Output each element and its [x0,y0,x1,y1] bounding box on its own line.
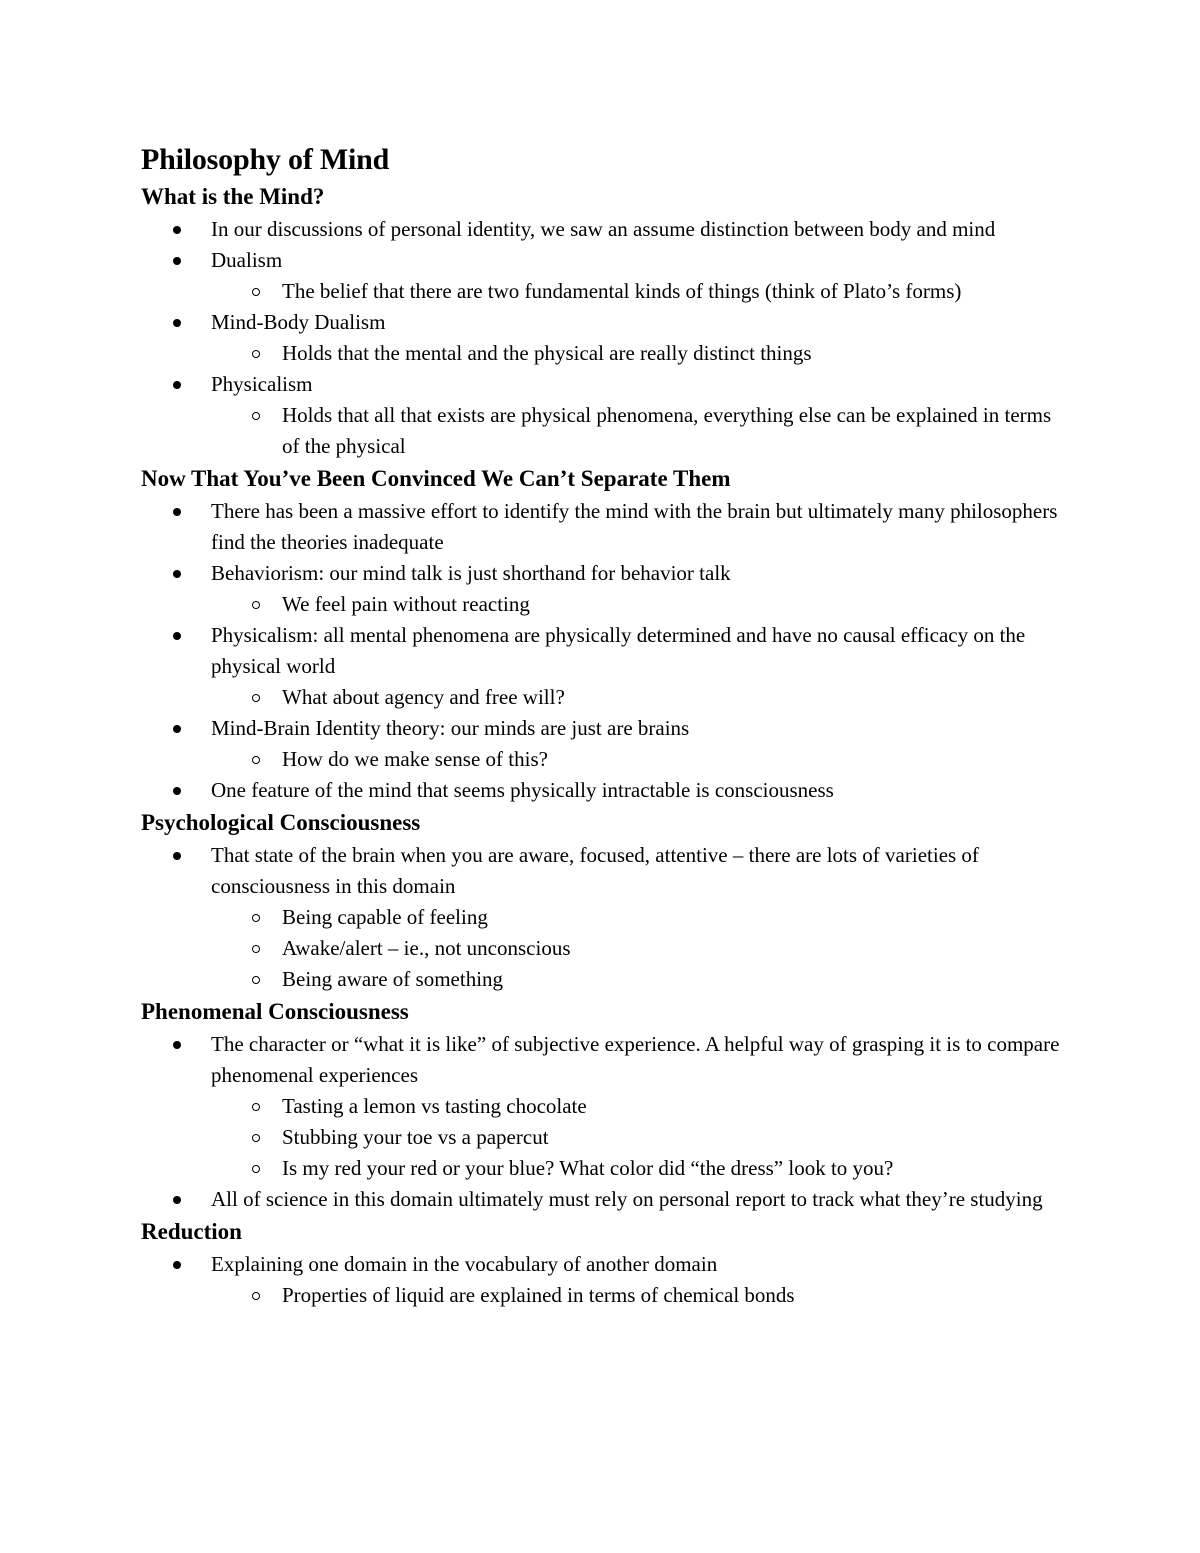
sub-list-item [141,1091,1071,1122]
bullet-dot-icon [173,257,181,265]
list-item-text: That state of the brain when you are aware, focused, attentive – there are lots of varieties of consciousness in this domain [211,843,979,898]
bullet-list [141,214,1071,462]
bullet-dot-icon [173,226,181,234]
sub-list-item-text: Holds that the mental and the physical are really distinct things [282,341,812,365]
list-item [141,1184,1071,1215]
bullet-circle-icon [252,350,260,358]
sub-bullet-list [141,902,1071,995]
bullet-circle-icon [252,288,260,296]
bullet-circle-icon [252,412,260,420]
bullet-dot-icon [173,632,181,640]
bullet-list [141,1249,1071,1311]
bullet-dot-icon [173,852,181,860]
list-item-text: Physicalism: all mental phenomena are physically determined and have no causal efficacy on the physical world [211,623,1026,678]
section-heading: What is the Mind? [141,184,325,209]
bullet-dot-icon [173,508,181,516]
sub-list-item-text: Being aware of something [282,967,504,991]
list-item-text: The character or “what it is like” of subjective experience. A helpful way of grasping it is to compare phenomenal experiences [211,1032,1060,1087]
bullet-dot-icon [173,319,181,327]
list-item-text: There has been a massive effort to identify the mind with the brain but ultimately many philosophers find the theories inadequate [211,499,1058,554]
bullet-dot-icon [173,1196,181,1204]
sub-list-item-text: Tasting a lemon vs tasting chocolate [282,1094,587,1118]
sub-list-item [141,902,1071,933]
list-item [141,1029,1071,1184]
bullet-circle-icon [252,694,260,702]
sub-list-item [141,400,1071,462]
section-heading: Psychological Consciousness [141,810,421,835]
sub-list-item-text: Awake/alert – ie., not unconscious [282,936,571,960]
bullet-list [141,1029,1071,1215]
bullet-circle-icon [252,1165,260,1173]
list-item-text: One feature of the mind that seems physically intractable is consciousness [211,778,834,802]
sub-bullet-list [141,338,1071,369]
sub-list-item-text: Properties of liquid are explained in terms of chemical bonds [282,1283,795,1307]
sub-list-item [141,1122,1071,1153]
sub-bullet-list [141,1091,1071,1184]
list-item [141,840,1071,995]
list-item [141,558,1071,620]
bullet-circle-icon [252,1103,260,1111]
sub-list-item [141,1280,1071,1311]
bullet-dot-icon [173,787,181,795]
sub-list-item-text: We feel pain without reacting [282,592,530,616]
list-item [141,1249,1071,1311]
bullet-dot-icon [173,725,181,733]
sub-list-item-text: The belief that there are two fundamental kinds of things (think of Plato’s forms) [282,279,962,303]
sub-bullet-list [141,1280,1071,1311]
section-heading: Reduction [141,1219,242,1244]
list-item [141,245,1071,307]
sub-list-item [141,933,1071,964]
bullet-circle-icon [252,756,260,764]
list-item-text: Dualism [211,248,283,272]
sub-list-item [141,338,1071,369]
sub-list-item-text: Is my red your red or your blue? What color did “the dress” look to you? [282,1156,894,1180]
sub-list-item-text: What about agency and free will? [282,685,565,709]
list-item [141,713,1071,775]
bullet-dot-icon [173,570,181,578]
bullet-circle-icon [252,976,260,984]
sub-list-item [141,276,1071,307]
sub-bullet-list [141,744,1071,775]
sub-list-item [141,964,1071,995]
document-page [141,138,1071,1311]
section-heading: Phenomenal Consciousness [141,999,409,1024]
sub-list-item [141,682,1071,713]
list-item [141,369,1071,462]
bullet-dot-icon [173,381,181,389]
bullet-dot-icon [173,1041,181,1049]
list-item-text: In our discussions of personal identity, we saw an assume distinction between body and mind [211,217,996,241]
list-item-text: Mind-Body Dualism [211,310,386,334]
list-item [141,775,1071,806]
sub-list-item-text: Holds that all that exists are physical phenomena, everything else can be explained in terms of the physical [282,403,1052,458]
sub-bullet-list [141,276,1071,307]
list-item [141,214,1071,245]
bullet-list [141,496,1071,806]
bullet-circle-icon [252,914,260,922]
list-item [141,307,1071,369]
sub-bullet-list [141,400,1071,462]
list-item-text: Explaining one domain in the vocabulary of another domain [211,1252,718,1276]
list-item [141,620,1071,713]
list-item-text: Mind-Brain Identity theory: our minds are just are brains [211,716,690,740]
sub-list-item [141,1153,1071,1184]
sub-list-item-text: Stubbing your toe vs a papercut [282,1125,549,1149]
list-item-text: Behaviorism: our mind talk is just shorthand for behavior talk [211,561,731,585]
bullet-circle-icon [252,1292,260,1300]
sub-list-item-text: How do we make sense of this? [282,747,548,771]
bullet-circle-icon [252,945,260,953]
bullet-circle-icon [252,1134,260,1142]
sub-bullet-list [141,682,1071,713]
sub-bullet-list [141,589,1071,620]
sub-list-item [141,744,1071,775]
section-heading: Now That You’ve Been Convinced We Can’t Separate Them [141,466,731,491]
list-item-text: All of science in this domain ultimately must rely on personal report to track what they’re studying [211,1187,1043,1211]
document-title: Philosophy of Mind [141,143,390,176]
document-body [141,180,1071,1311]
bullet-list [141,840,1071,995]
bullet-circle-icon [252,601,260,609]
list-item-text: Physicalism [211,372,313,396]
sub-list-item-text: Being capable of feeling [282,905,488,929]
list-item [141,496,1071,558]
bullet-dot-icon [173,1261,181,1269]
sub-list-item [141,589,1071,620]
